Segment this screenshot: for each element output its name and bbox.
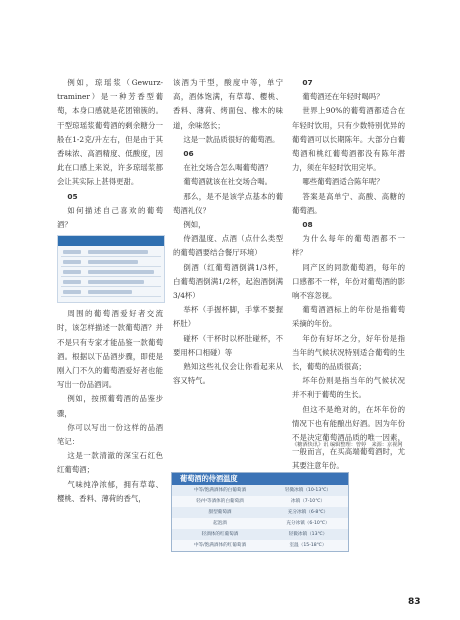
table-row [172, 507, 348, 518]
page-number: 83 [408, 597, 421, 607]
article-credit: 《糖酒快讯》讯 编辑整理：曾婷 来源：京视网 [292, 442, 403, 448]
table-row [172, 518, 348, 529]
column-2 [173, 76, 283, 388]
paragraph: 同产区的同款葡萄酒，每年的口感都不一样，年份对葡萄酒的影响不容忽视。 [292, 262, 405, 301]
column-3 [292, 76, 405, 474]
tasting-chart-image [57, 235, 165, 303]
paragraph: 但这不是绝对的，在坏年份的情况下也有能酿出好酒。因为年份不是决定葡萄酒品质的唯一因素，一般而言，在买高端葡萄酒时，尤其要注意年份。 [292, 404, 405, 471]
paragraph: 周围的葡萄酒爱好者交流时，该怎样描述一款葡萄酒？并不是只有专家才能品鉴一款葡萄酒。根据以下品酒步骤，即使是刚入门不久的葡萄酒爱好者也能写出一份品酒词。 [57, 309, 163, 390]
wine-type-cell: 中等/饱满酒体的红葡萄酒 [193, 543, 247, 548]
section-number: 06 [183, 149, 194, 159]
serving-temperature-table [171, 472, 349, 552]
paragraph: 举杯（手握杯脚，手掌不要握杯肚） [173, 305, 283, 329]
temperature-cell: 冰镇（7-10℃） [291, 499, 325, 504]
paragraph: 这是一款清澈的深宝石红色红葡萄酒； [57, 451, 163, 475]
section-question: 葡萄酒还在年轻时喝吗？ [302, 92, 384, 102]
wine-type-cell: 轻/中等酒体的白葡萄酒 [196, 499, 244, 504]
paragraph: 例如， [183, 220, 206, 230]
paragraph: 年份有好坏之分，好年份是指当年的气候状况特别适合葡萄的生长，葡萄的品质很高； [292, 333, 405, 372]
table-title: 葡萄酒的侍酒温度 [172, 473, 348, 485]
table-row [172, 540, 348, 551]
paragraph: 葡萄酒就该在社交场合喝。 [183, 177, 273, 187]
paragraph: 气味纯净浓郁，拥有草莓、樱桃、香料、薄荷的香气， [57, 479, 163, 503]
paragraph: 例如，按照葡萄酒的品鉴步骤， [57, 394, 163, 418]
paragraph: 碰杯（干杯时以杯肚碰杯，不要用杯口相碰）等 [173, 333, 283, 357]
paragraph: 例如，琼瑶浆（Gewurz-traminer）是一种芳香型葡萄，本身口感就是花团锦簇的。干型琼瑶浆葡萄酒的剩余糖分一般在1-2克/升左右，但是由于其香味浓、高酒精度、低酸度，因此在口感上来说，许多琼瑶浆都会让其实际上甚得更甜。 [57, 78, 163, 187]
paragraph: 世界上90%的葡萄酒都适合在年轻时饮用，只有少数特别优异的葡萄酒可以长期陈年。大部分白葡萄酒和桃红葡萄酒都没有陈年潜力，须在年轻时饮用完毕。 [292, 106, 405, 173]
temperature-cell: 轻微冰镇（13℃） [288, 532, 328, 537]
paragraph: 倒酒（红葡萄酒倒满1/3杯，白葡萄酒倒满1/2杯，起泡酒倒满3/4杯） [173, 262, 283, 301]
paragraph: 侍酒温度、点酒（点什么类型的葡萄酒要结合餐厅环境） [173, 234, 283, 258]
wine-type-cell: 中等/饱满酒体的白葡萄酒 [193, 488, 247, 493]
paragraph: 哪些葡萄酒适合陈年呢？ [302, 177, 384, 187]
table-row [172, 529, 348, 540]
wine-type-cell: 起泡酒 [213, 521, 227, 526]
paragraph: 那么，是不是该学点基本的葡萄酒礼仪？ [173, 191, 283, 215]
temperature-cell: 充分冰镇（6-10℃） [286, 521, 330, 526]
paragraph: 熟知这些礼仪会让你看起来从容又特气。 [173, 362, 283, 386]
temperature-cell: 室温（15-18℃） [289, 543, 327, 548]
paragraph: 这是一款品质很好的葡萄酒。 [183, 134, 280, 144]
paragraph: 答案是高单宁、高酸、高糖的葡萄酒。 [292, 191, 405, 215]
temperature-cell: 轻微冰镇（10-13℃） [284, 488, 332, 493]
paragraph: 你可以写出一份这样的品酒笔记： [57, 422, 163, 447]
paragraph: 该酒为干型，酸度中等，单宁高，酒体饱满，有草莓、樱桃、香料、薄荷、烤面包、橡木的味道，余味悠长； [173, 78, 283, 130]
section-question: 在社交场合怎么喝葡萄酒？ [183, 163, 273, 173]
section-question: 为什么每年的葡萄酒都不一样？ [292, 234, 405, 258]
temperature-cell: 充分冰镇（6-8℃） [287, 510, 329, 515]
paragraph: 葡萄酒酒标上的年份是指葡萄采摘的年份。 [292, 305, 405, 329]
wine-type-cell: 甜型葡萄酒 [208, 510, 232, 515]
section-number: 07 [302, 78, 313, 87]
section-question: 如何描述自己喜欢的葡萄酒？ [57, 205, 163, 230]
column-1 [57, 76, 163, 506]
table-row [172, 485, 348, 496]
table-row [172, 496, 348, 507]
paragraph: 坏年份则是指当年的气候状况并不利于葡萄的生长。 [292, 376, 405, 400]
wine-type-cell: 轻酒体的红葡萄酒 [201, 532, 239, 537]
section-number: 05 [67, 191, 78, 201]
section-number: 08 [302, 220, 313, 230]
